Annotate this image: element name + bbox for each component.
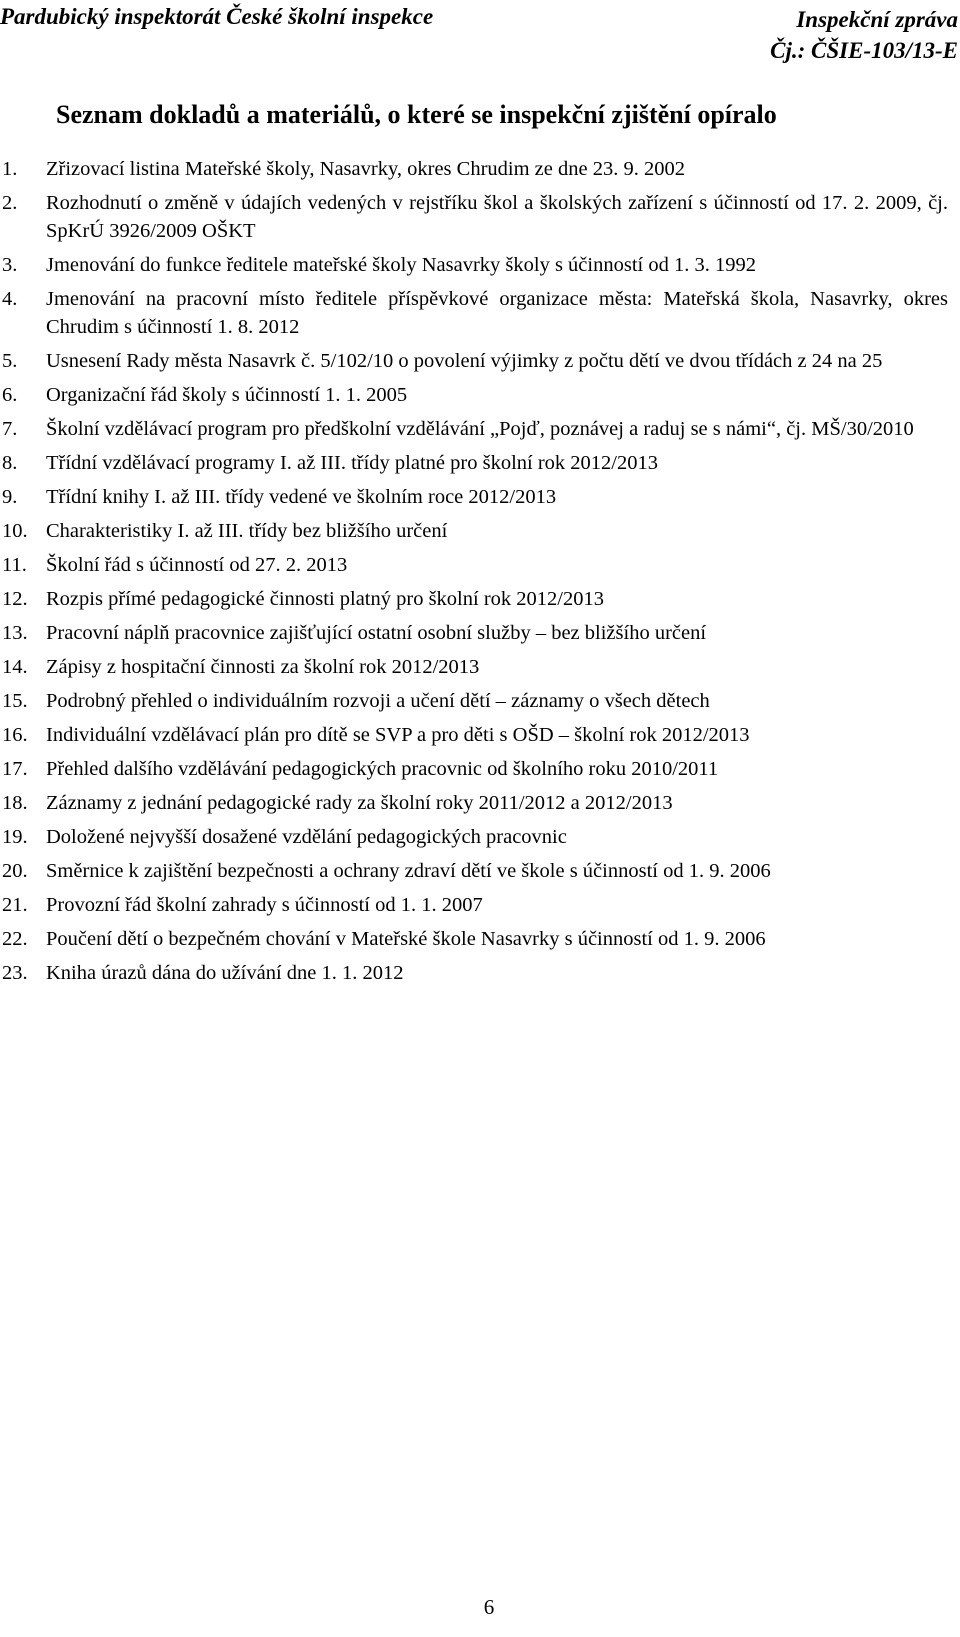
list-item-number: 18. bbox=[2, 792, 28, 814]
list-item bbox=[0, 381, 948, 409]
list-item bbox=[0, 155, 948, 183]
list-item-number: 23. bbox=[2, 962, 28, 984]
list-item bbox=[0, 891, 948, 919]
header-right bbox=[770, 4, 958, 66]
section-title: Seznam dokladů a materiálů, o které se inspekční zjištění opíralo bbox=[56, 100, 777, 129]
list-item-number: 16. bbox=[2, 724, 28, 746]
list-item-text: Školní vzdělávací program pro předškolní vzdělávání „Pojď, poznávej a raduj se s námi“, čj. MŠ/30/2010 bbox=[46, 418, 914, 440]
list-item bbox=[0, 517, 948, 545]
list-item-text: Kniha úrazů dána do užívání dne 1. 1. 2012 bbox=[46, 962, 404, 984]
list-item-text: Jmenování do funkce ředitele mateřské školy Nasavrky školy s účinností od 1. 3. 1992 bbox=[46, 254, 756, 276]
list-item-number: 3. bbox=[2, 254, 18, 276]
list-item-text: Zápisy z hospitační činnosti za školní rok 2012/2013 bbox=[46, 656, 480, 678]
document-list bbox=[0, 155, 948, 993]
list-item-number: 8. bbox=[2, 452, 18, 474]
list-item bbox=[0, 347, 948, 375]
list-item bbox=[0, 585, 948, 613]
list-item-text: Usnesení Rady města Nasavrk č. 5/102/10 o povolení výjimky z počtu dětí ve dvou třídách z 24 na 25 bbox=[46, 350, 883, 372]
list-item-text: Poučení dětí o bezpečném chování v Mateřské škole Nasavrky s účinností od 1. 9. 2006 bbox=[46, 928, 766, 950]
list-item bbox=[0, 653, 948, 681]
list-item-number: 1. bbox=[2, 158, 18, 180]
list-item-text: Směrnice k zajištění bezpečnosti a ochrany zdraví dětí ve škole s účinností od 1. 9. 2006 bbox=[46, 860, 771, 882]
list-item bbox=[0, 925, 948, 953]
list-item-number: 11. bbox=[2, 554, 27, 576]
list-item-number: 5. bbox=[2, 350, 18, 372]
header-organization: Pardubický inspektorát České školní inspekce bbox=[0, 4, 434, 29]
list-item bbox=[0, 449, 948, 477]
list-item-number: 7. bbox=[2, 418, 18, 440]
list-item-number: 12. bbox=[2, 588, 28, 610]
list-item bbox=[0, 285, 948, 341]
list-item-text: Charakteristiky I. až III. třídy bez bližšího určení bbox=[46, 520, 448, 542]
list-item-number: 22. bbox=[2, 928, 28, 950]
list-item-text: Podrobný přehled o individuálním rozvoji a učení dětí – záznamy o všech dětech bbox=[46, 690, 710, 712]
list-item-number: 10. bbox=[2, 520, 28, 542]
list-item bbox=[0, 551, 948, 579]
list-item bbox=[0, 721, 948, 749]
list-item-text: Individuální vzdělávací plán pro dítě se SVP a pro děti s OŠD – školní rok 2012/2013 bbox=[46, 724, 750, 746]
list-item-number: 19. bbox=[2, 826, 28, 848]
list-item-text: Rozpis přímé pedagogické činnosti platný pro školní rok 2012/2013 bbox=[46, 588, 604, 610]
list-item-text: Zřizovací listina Mateřské školy, Nasavrky, okres Chrudim ze dne 23. 9. 2002 bbox=[46, 158, 685, 180]
list-item-text: Školní řád s účinností od 27. 2. 2013 bbox=[46, 554, 348, 576]
list-item-number: 21. bbox=[2, 894, 28, 916]
list-item-number: 20. bbox=[2, 860, 28, 882]
list-item-number: 17. bbox=[2, 758, 28, 780]
header-doc-type: Inspekční zpráva bbox=[796, 7, 958, 32]
list-item bbox=[0, 251, 948, 279]
list-item-number: 14. bbox=[2, 656, 28, 678]
list-item-number: 13. bbox=[2, 622, 28, 644]
list-item-text: Přehled dalšího vzdělávání pedagogických pracovnic od školního roku 2010/2011 bbox=[46, 758, 719, 780]
list-item bbox=[0, 189, 948, 245]
page-number: 6 bbox=[483, 1595, 495, 1619]
list-item-number: 2. bbox=[2, 192, 18, 214]
list-item-number: 9. bbox=[2, 486, 18, 508]
list-item bbox=[0, 823, 948, 851]
list-item-text: Jmenování na pracovní místo ředitele příspěvkové organizace města: Mateřská škola, Nasavrky, okres Chrudim s účinností 1. 8. 2012 bbox=[46, 288, 948, 338]
list-item bbox=[0, 857, 948, 885]
list-item-text: Pracovní náplň pracovnice zajišťující ostatní osobní služby – bez bližšího určení bbox=[46, 622, 707, 644]
page-header bbox=[0, 4, 960, 66]
list-item-text: Záznamy z jednání pedagogické rady za školní roky 2011/2012 a 2012/2013 bbox=[46, 792, 673, 814]
list-item bbox=[0, 687, 948, 715]
list-item bbox=[0, 619, 948, 647]
list-item-number: 15. bbox=[2, 690, 28, 712]
header-reference: Čj.: ČŠIE-103/13-E bbox=[770, 38, 958, 63]
list-item-number: 6. bbox=[2, 384, 18, 406]
list-item-text: Doložené nejvyšší dosažené vzdělání pedagogických pracovnic bbox=[46, 826, 567, 848]
list-item bbox=[0, 959, 948, 987]
list-item bbox=[0, 755, 948, 783]
list-item-text: Třídní knihy I. až III. třídy vedené ve školním roce 2012/2013 bbox=[46, 486, 557, 508]
list-item bbox=[0, 415, 948, 443]
list-item-number: 4. bbox=[2, 288, 18, 310]
list-item bbox=[0, 789, 948, 817]
list-item-text: Třídní vzdělávací programy I. až III. třídy platné pro školní rok 2012/2013 bbox=[46, 452, 658, 474]
list-item bbox=[0, 483, 948, 511]
list-item-text: Provozní řád školní zahrady s účinností od 1. 1. 2007 bbox=[46, 894, 483, 916]
list-item-text: Organizační řád školy s účinností 1. 1. 2005 bbox=[46, 384, 408, 406]
list-item-text: Rozhodnutí o změně v údajích vedených v rejstříku škol a školských zařízení s účinností od 17. 2. 2009, čj. SpKrÚ 3926/2009 OŠKT bbox=[46, 192, 948, 242]
